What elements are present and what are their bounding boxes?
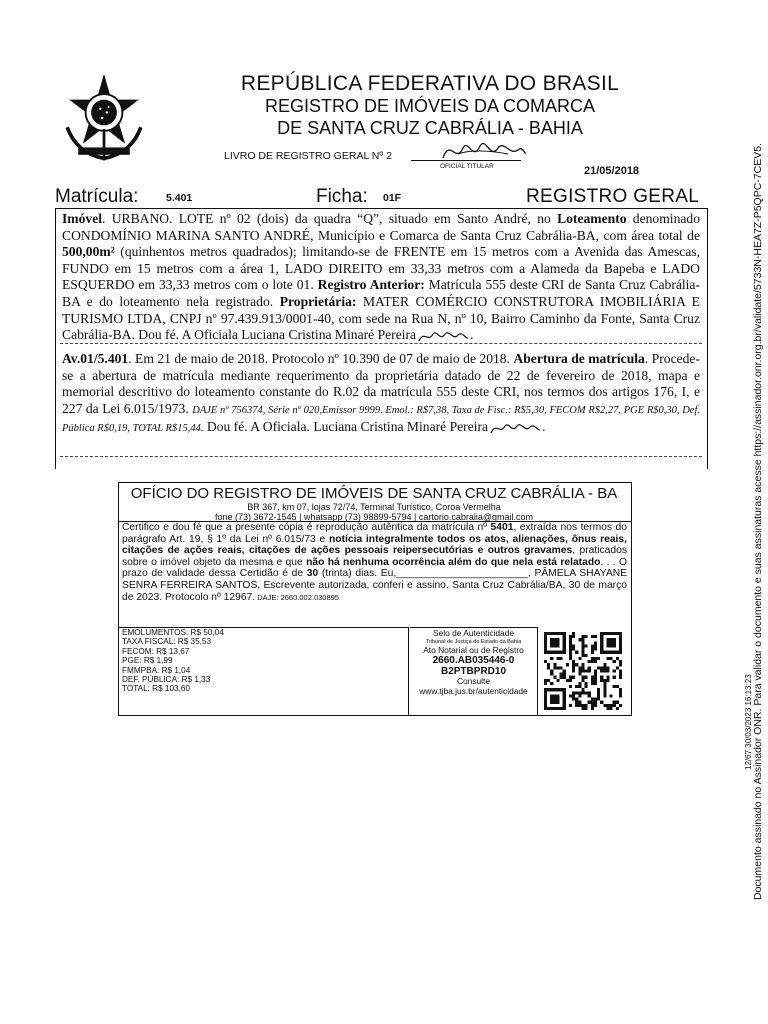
fee-item: PGE: R$ 1,99 bbox=[122, 656, 173, 666]
divider bbox=[60, 456, 702, 457]
certificate-address: BR 367, km 07, lojas 72/74, Terminal Turístico, Coroa Vermelha fone (73) 3672-1545 | whatsapp (73) 98899-5794 | cartorio.cabralia@gmail.com bbox=[215, 502, 533, 522]
side-timestamp: 12/67 30/03/2023 16:13:23 bbox=[744, 674, 753, 770]
signature-icon bbox=[416, 329, 470, 344]
header-subtitle: REGISTRO DE IMÓVEIS DA COMARCA bbox=[264, 96, 596, 116]
property-description: Imóvel. URBANO. LOTE nº 02 (dois) da quadra “Q”, situado em Santo André, no Loteamento denominado CONDOMÍNIO MARINA SANTO ANDRÉ, Município e Comarca de Santa Cruz Cabrália-BA, com área total de 500,00m² (quinhentos metros quadrados); limitando-se de FRENTE em 15 metros com a Avenida das Amescas, FUNDO em 15 metros com a área 1, LADO DIREITO em 33,33 metros com a Alameda da Bapeba e LADO ESQUERDO em 33,33 metros com o lote 01. Registro Anterior: Matrícula 555 deste CRI de Santa Cruz Cabrália-BA e do loteamento nela registrado. Proprietária: MATER COMÉRCIO CONSTRUTORA IMOBILIÁRIA E TURISMO LTDA, CNPJ nº 97.439.913/0001-40, com sede na Rua N, nº 10, Bairro Caminho da Fonte, Santa Cruz Cabrália-BA. Dou fé. A Oficiala Luciana Cristina Minaré Pereira . bbox=[62, 211, 700, 343]
qr-code-icon[interactable] bbox=[544, 632, 622, 710]
selo-autenticidade: Selo de Autenticidade Tribunal de Justiça do Estado da Bahia Ato Notarial ou de Registro 2660.AB035446-0 B2PTBPRD10 Consulte www.tjba.jus.br/autenticidade bbox=[411, 629, 536, 696]
fees-list bbox=[122, 628, 224, 694]
fee-item: TAXA FISCAL: R$ 35,53 bbox=[122, 637, 212, 647]
matricula-value: 5.401 bbox=[166, 192, 193, 204]
certificate-title: OFÍCIO DO REGISTRO DE IMÓVEIS DE SANTA CRUZ CABRÁLIA - BA bbox=[130, 485, 618, 502]
signature-icon bbox=[488, 421, 542, 436]
averbacao-entry: Av.01/5.401. Em 21 de maio de 2018. Protocolo nº 10.390 de 07 de maio de 2018. Abertura de matrícula. Procede-se a abertura de matrícula mediante requerimento da proprietária datado de 22 de fevereiro de 2018, mapa e memorial descritivo do loteamento constante do R.02 da matrícula 555 deste CRI, nos termos dos artigos 176, I, e 227 da Lei 6.015/1973. DAJE nº 756374, Série nº 020,Emissor 9999. Emol.: R$7,38, Taxa de Fisc.: R$5,30, FECOM R$2,27, PGE R$0,30, Def. Pública R$0,19, TOTAL R$15,44. Dou fé. A Oficiala. Luciana Cristina Minaré Pereira . bbox=[62, 351, 700, 435]
oficial-label: OFICIAL TITULAR bbox=[440, 163, 494, 170]
signature-validation-note: Documento assinado no Assinador ONR. Para validar o documento e suas assinaturas acesse https://assinador.onr.org.br/validate/5733N-HEA7Z-P5QPC-7CEV5. bbox=[752, 143, 764, 900]
fee-item: EMOLUMENTOS: R$ 50,04 bbox=[122, 628, 224, 637]
registro-geral-label: REGISTRO GERAL bbox=[526, 186, 700, 207]
ficha-value: 01F bbox=[383, 192, 402, 204]
fee-item: FECOM: R$ 13,67 bbox=[122, 646, 190, 656]
header-location: DE SANTA CRUZ CABRÁLIA - BAHIA bbox=[277, 118, 583, 138]
divider bbox=[60, 343, 702, 344]
matricula-label: Matrícula: bbox=[55, 186, 139, 207]
signature-icon bbox=[438, 136, 528, 166]
registry-date: 21/05/2018 bbox=[584, 165, 640, 177]
ficha-label: Ficha: bbox=[316, 186, 368, 207]
header-title: REPÚBLICA FEDERATIVA DO BRASIL bbox=[240, 72, 620, 95]
livro-label: LIVRO DE REGISTRO GERAL Nº 2 bbox=[224, 150, 392, 162]
fee-item: TOTAL: R$ 103,60 bbox=[122, 684, 190, 694]
autenticidade-link[interactable]: www.tjba.jus.br/autenticidade bbox=[419, 685, 528, 696]
certificate-text: Certifico e dou fé que a presente cópia é reprodução autêntica da matrícula nº 5401, extraída nos termos do parágrafo Art. 19, § 1º da Lei nº 6.015/73 e notícia integralmente todos os atos, alienações, ônus reais, citações de ações reais, citações de ações pessoais reipersecutórias e outros gravames, praticados sobre o imóvel objeto da mesma e que não há nenhuma ocorrência além do que nela está relatado. . . O prazo de validade dessa Certidão é de 30 (trinta) dias. Eu,_______________________, PÂMELA SHAYANE SENRA FERREIRA SANTOS, Escrevente autorizada, conferi e assino. Santa Cruz Cabrália/BA, 30 de março de 2023. Protocolo nº 12967. DAJE: 2660.002.030895 bbox=[122, 522, 628, 603]
fee-item: DEF. PÚBLICA: R$ 1,33 bbox=[122, 675, 211, 685]
coat-of-arms-icon bbox=[58, 72, 150, 164]
fee-item: FMMPBA: R$ 1,04 bbox=[122, 665, 191, 675]
